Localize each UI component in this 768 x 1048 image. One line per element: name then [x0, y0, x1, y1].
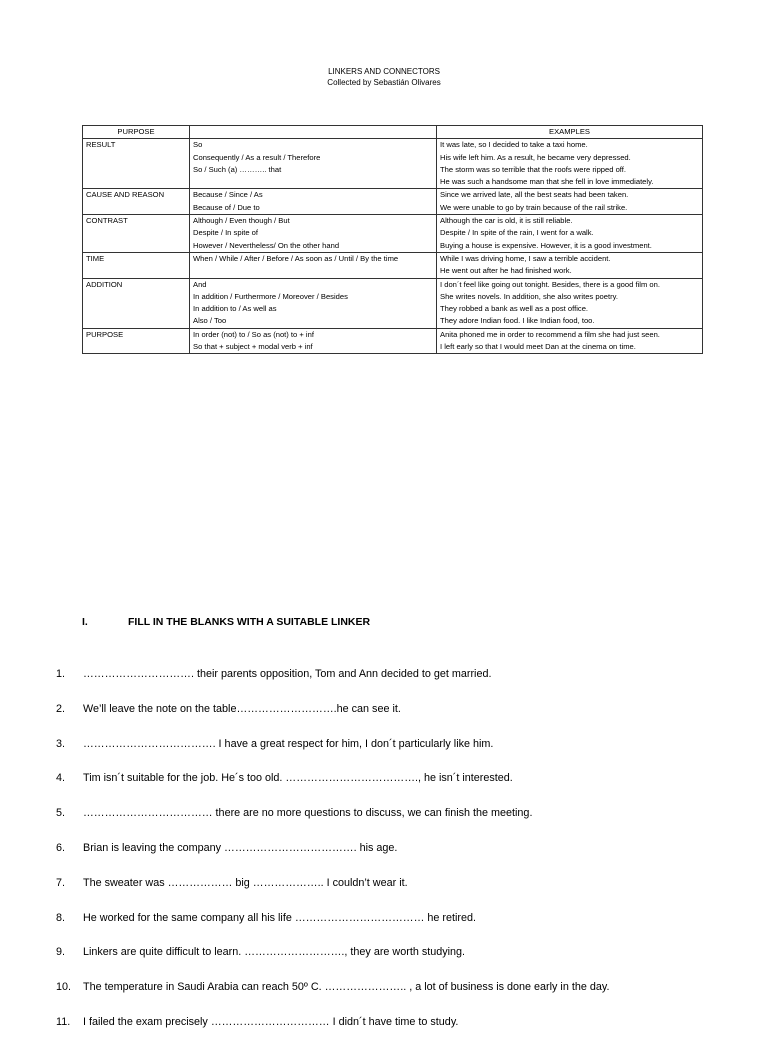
list-item — [56, 735, 756, 770]
header-purpose: PURPOSE — [83, 126, 190, 139]
list-item — [56, 804, 756, 839]
purpose-cell: CAUSE AND REASON — [83, 189, 190, 215]
exercise-list — [56, 665, 756, 1048]
list-item — [56, 874, 756, 909]
linker-text: And — [193, 279, 207, 289]
item-text: He worked for the same company all his life ……………………………… he retired. — [83, 911, 477, 924]
example-text: He was such a handsome man that she fell in love immediately. — [440, 177, 654, 187]
linker-text: Despite / In spite of — [193, 228, 259, 238]
item-number: 11. — [56, 1015, 71, 1028]
item-number: 2. — [56, 702, 66, 715]
linker-text: So — [193, 140, 203, 150]
linker-text: Consequently / As a result / Therefore — [193, 152, 321, 162]
item-text: The sweater was ……………… big ……………….. I couldn’t wear it. — [83, 876, 408, 889]
item-number: 10. — [56, 981, 72, 994]
linkers-cell — [190, 328, 437, 354]
table-header-row — [83, 126, 703, 139]
item-number: 1. — [56, 668, 66, 680]
example-text: Anita phoned me in order to recommend a film she had just seen. — [440, 329, 660, 339]
list-item — [56, 665, 756, 700]
item-text: ………………………………. I have a great respect for him, I don´t particularly like him. — [83, 737, 494, 750]
linker-text: Although / Even though / But — [193, 216, 290, 226]
item-number: 4. — [56, 772, 66, 785]
example-text: Since we arrived late, all the best seats had been taken. — [440, 190, 629, 200]
purpose-cell: ADDITION — [83, 278, 190, 328]
example-text: They robbed a bank as well as a post office. — [440, 304, 589, 314]
example-text: I left early so that I would meet Dan at the cinema on time. — [440, 342, 636, 352]
table-row — [83, 278, 703, 328]
examples-cell — [437, 189, 703, 215]
examples-cell — [437, 139, 703, 189]
list-item — [56, 978, 756, 1013]
linkers-cell — [190, 139, 437, 189]
linkers-cell — [190, 189, 437, 215]
linker-text: So that + subject + modal verb + inf — [193, 342, 313, 352]
purpose-cell: CONTRAST — [83, 215, 190, 253]
linker-text: In addition / Furthermore / Moreover / Besides — [193, 291, 348, 301]
example-text: I don´t feel like going out tonight. Besides, there is a good film on. — [440, 279, 660, 289]
item-number: 9. — [56, 946, 66, 959]
example-text: Despite / In spite of the rain, I went for a walk. — [440, 228, 594, 238]
linkers-table — [82, 125, 703, 354]
item-text: ……………………………… there are no more questions to discuss, we can finish the meeting. — [83, 807, 533, 820]
purpose-cell: RESULT — [83, 139, 190, 189]
list-item — [56, 839, 756, 874]
example-text: Although the car is old, it is still reliable. — [440, 216, 573, 226]
linker-text: Also / Too — [193, 316, 227, 326]
table-row — [83, 328, 703, 354]
item-text: Linkers are quite difficult to learn. ………………………., they are worth studying. — [83, 946, 466, 959]
example-text: We were unable to go by train because of the rail strike. — [440, 202, 628, 212]
linker-text: In order (not) to / So as (not) to + inf — [193, 329, 314, 339]
list-item — [56, 943, 756, 978]
table-row — [83, 215, 703, 253]
table-row — [83, 189, 703, 215]
linker-text: Because of / Due to — [193, 202, 260, 212]
header-linkers — [190, 126, 437, 139]
example-text: He went out after he had finished work. — [440, 266, 572, 276]
header-examples: EXAMPLES — [437, 126, 703, 139]
item-text: Brian is leaving the company ………………………………. his age. — [83, 841, 398, 854]
item-number: 7. — [56, 876, 66, 889]
example-text: It was late, so I decided to take a taxi home. — [440, 140, 588, 150]
item-number: 5. — [56, 807, 66, 820]
example-text: They adore Indian food. I like Indian food, too. — [440, 316, 595, 326]
linker-text: However / Nevertheless/ On the other hand — [193, 240, 340, 250]
purpose-cell: TIME — [83, 252, 190, 278]
linker-text: Because / Since / As — [193, 190, 263, 200]
examples-cell — [437, 252, 703, 278]
item-text: …………………………. their parents opposition, Tom and Ann decided to get married. — [83, 668, 492, 680]
linker-text: In addition to / As well as — [193, 304, 277, 314]
list-item — [56, 700, 756, 735]
purpose-cell: PURPOSE — [83, 328, 190, 354]
exercise-number: I. — [82, 616, 88, 628]
linkers-cell — [190, 252, 437, 278]
example-text: The storm was so terrible that the roofs were ripped off. — [440, 164, 626, 174]
examples-cell — [437, 328, 703, 354]
table-row — [83, 252, 703, 278]
table-row — [83, 139, 703, 189]
item-number: 3. — [56, 737, 66, 750]
item-text: The temperature in Saudi Arabia can reach 50º C. ………………….. , a lot of business is done early in the day. — [83, 981, 610, 994]
example-text: While I was driving home, I saw a terrible accident. — [440, 253, 611, 263]
list-item — [56, 1013, 756, 1048]
list-item — [56, 769, 756, 804]
item-number: 6. — [56, 841, 66, 854]
linkers-cell — [190, 215, 437, 253]
document-title: LINKERS AND CONNECTORS — [328, 67, 440, 76]
examples-cell — [437, 215, 703, 253]
examples-cell — [437, 278, 703, 328]
item-number: 8. — [56, 911, 66, 924]
document-subtitle: Collected by Sebastián Olivares — [327, 78, 441, 87]
example-text: She writes novels. In addition, she also writes poetry. — [440, 291, 618, 301]
item-text: Tim isn´t suitable for the job. He´s too old. ………………………………., he isn´t interested. — [83, 772, 513, 785]
exercise-heading-text: FILL IN THE BLANKS WITH A SUITABLE LINKER — [128, 616, 371, 628]
item-text: We’ll leave the note on the table……………………….he can see it. — [83, 702, 401, 715]
linker-text: When / While / After / Before / As soon as / Until / By the time — [193, 253, 399, 263]
example-text: His wife left him. As a result, he became very depressed. — [440, 152, 631, 162]
document-header — [0, 66, 768, 88]
example-text: Buying a house is expensive. However, it is a good investment. — [440, 240, 652, 250]
exercise-heading — [82, 616, 370, 628]
linkers-cell — [190, 278, 437, 328]
item-text: I failed the exam precisely …………………………… I didn´t have time to study. — [83, 1015, 459, 1028]
linker-text: So / Such (a) ……….. that — [193, 164, 282, 174]
list-item — [56, 909, 756, 944]
